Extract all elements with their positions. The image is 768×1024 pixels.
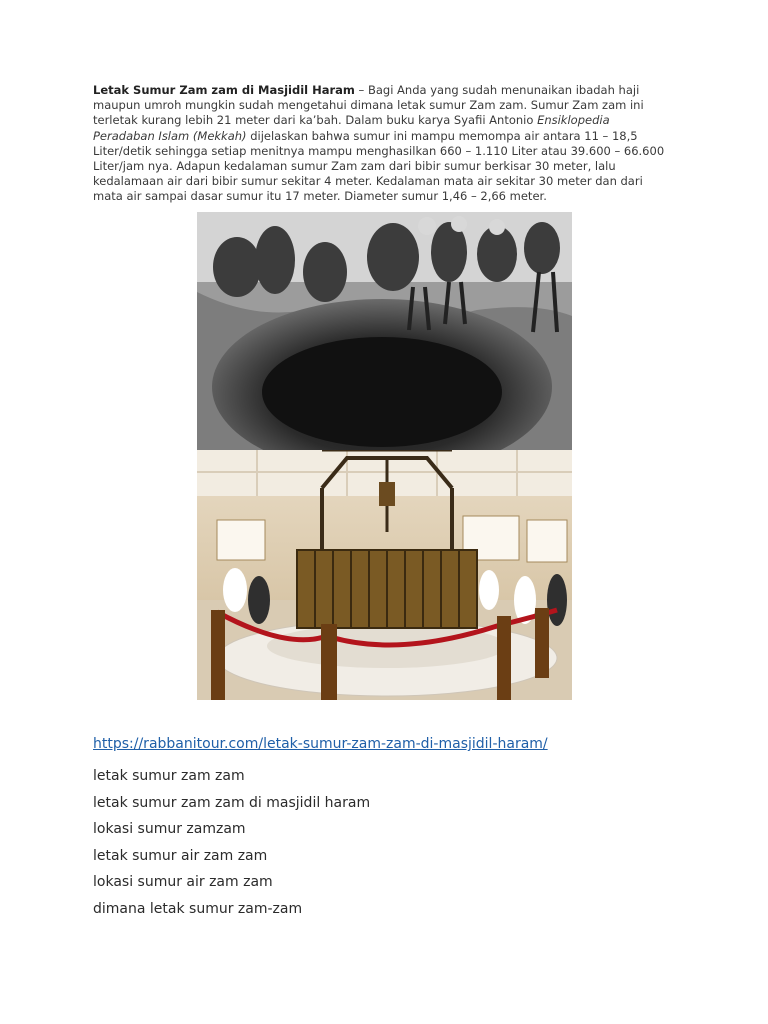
article-intro: – Bagi Anda yang sudah menunaikan ibadah haji maupun umroh mungkin sudah mengetahui dimana letak sumur Zam zam. Sumur Zam zam ini terletak kurang lebih 21 meter dari ka’bah. Dalam buku karya Syafii Antonio: [93, 83, 644, 128]
keyword-list: [93, 763, 370, 923]
source-link[interactable]: https://rabbanitour.com/letak-sumur-zam-zam-di-masjidil-haram/: [93, 736, 548, 752]
article-paragraph: [93, 83, 673, 205]
article-title: Letak Sumur Zam zam di Masjidil Haram: [93, 83, 355, 97]
keyword-line: lokasi sumur zamzam: [93, 821, 246, 838]
keyword-line: letak sumur air zam zam: [93, 847, 268, 864]
historic-well-photo: [197, 212, 572, 450]
keyword-line: letak sumur zam zam: [93, 768, 245, 784]
keyword-line: lokasi sumur air zam zam: [93, 874, 273, 891]
keyword-line: dimana letak sumur zam-zam: [93, 900, 303, 917]
keyword-line: letak sumur zam zam di masjidil haram: [93, 794, 371, 811]
article-body: dijelaskan bahwa sumur ini mampu memompa air antara 11 – 18,5 Liter/detik sehingga setiap menitnya mampu menghasilkan 660 – 1.110 Liter atau 39.600 – 66.600 Liter/jam nya. Adapun kedalaman sumur Zam zam dari bibir sumur berkisar 30 meter, lalu kedalamaan air dari bibir sumur sekitar 4 meter. Kedalaman mata air sekitar 30 meter dan dari mata air sampai dasar sumur itu 17 meter. Diameter sumur 1,46 – 2,66 meter.: [93, 128, 665, 204]
book-title: Ensiklopedia Peradaban Islam (Mekkah): [93, 113, 610, 143]
photo-collage: [197, 212, 572, 700]
zamzam-well-museum-photo: [197, 450, 572, 700]
